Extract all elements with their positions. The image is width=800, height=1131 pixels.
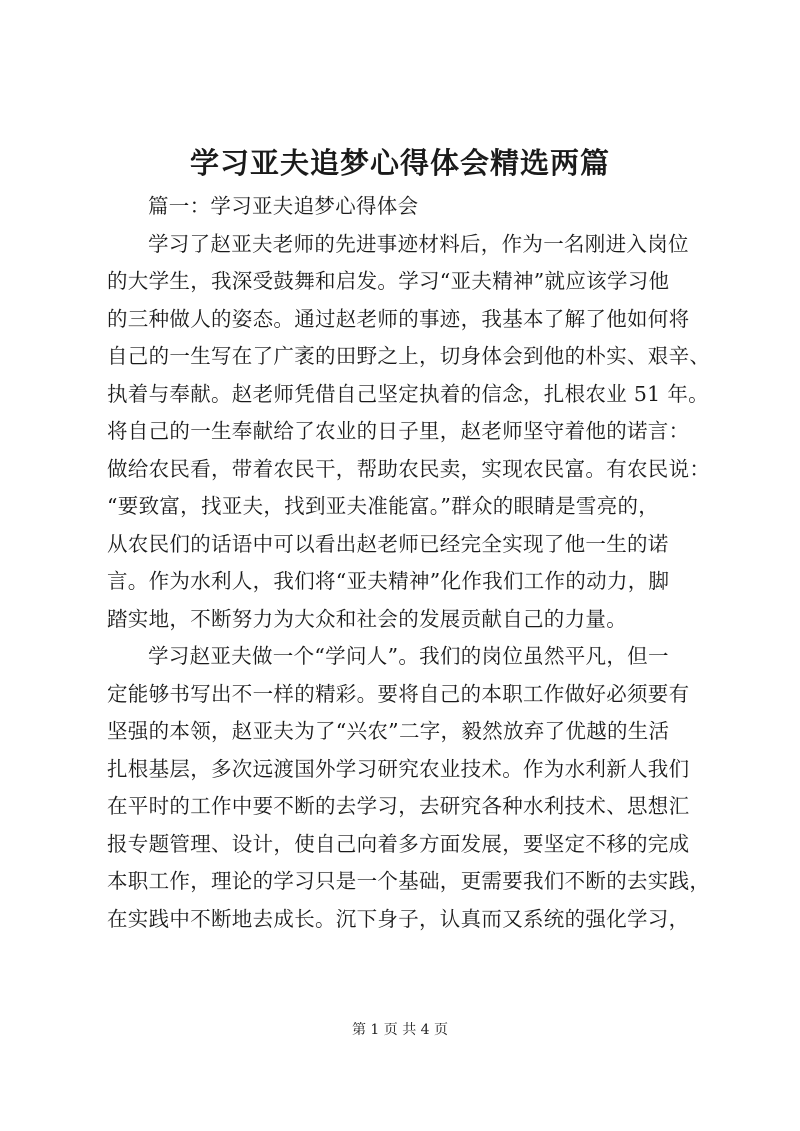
document-body [107,188,711,938]
paragraph-line: 坚强的本领，赵亚夫为了“兴农”二字，毅然放弃了优越的生活 [107,719,670,743]
paragraph-line: “要致富，找亚夫，找到亚夫准能富。”群众的眼睛是雪亮的， [107,494,660,518]
paragraph-line: 在实践中不断地去成长。沉下身子，认真而又系统的强化学习， [107,906,690,931]
paragraph-line: 的大学生，我深受鼓舞和启发。学习“亚夫精神”就应该学习他 [107,269,670,293]
paragraph-line: 自己的一生写在了广袤的田野之上，切身体会到他的朴实、艰辛、 [107,344,711,368]
paragraph-line: 扎根基层，多次远渡国外学习研究农业技术。作为水利新人我们 [107,756,690,781]
paragraph-line: 执着与奉献。赵老师凭借自己坚定执着的信念，扎根农业 51 年。 [107,381,709,406]
paragraph-line: 做给农民看，带着农民干，帮助农民卖，实现农民富。有农民说： [107,456,711,481]
paragraph-1 [107,226,711,639]
section-heading: 篇一：学习亚夫追梦心得体会 [148,194,419,218]
paragraph-line: 踏实地，不断努力为大众和社会的发展贡献自己的力量。 [107,606,627,631]
paragraph-line: 学习了赵亚夫老师的先进事迹材料后，作为一名刚进入岗位 [148,231,689,256]
paragraph-line: 从农民们的话语中可以看出赵老师已经完全实现了他一生的诺 [107,531,669,556]
paragraph-2 [107,638,711,938]
paragraph-line: 学习赵亚夫做一个“学问人”。我们的岗位虽然平凡，但一 [148,644,669,668]
document-title: 学习亚夫追梦心得体会精选两篇 [189,146,610,180]
paragraph-line: 报专题管理、设计，使自己向着多方面发展，要坚定不移的完成 [107,831,690,856]
paragraph-line: 本职工作，理论的学习只是一个基础，更需要我们不断的去实践， [107,869,711,893]
paragraph-line: 言。作为水利人，我们将“亚夫精神”化作我们工作的动力，脚 [107,569,670,593]
paragraph-line: 定能够书写出不一样的精彩。要将自己的本职工作做好必须要有 [107,681,690,706]
page-footer: 第 1 页 共 4 页 [351,1022,449,1038]
paragraph-line: 将自己的一生奉献给了农业的日子里，赵老师坚守着他的诺言： [107,419,690,443]
paragraph-line: 的三种做人的姿态。通过赵老师的事迹，我基本了解了他如何将 [107,306,690,331]
paragraph-line: 在平时的工作中要不断的去学习，去研究各种水利技术、思想汇 [107,794,690,818]
